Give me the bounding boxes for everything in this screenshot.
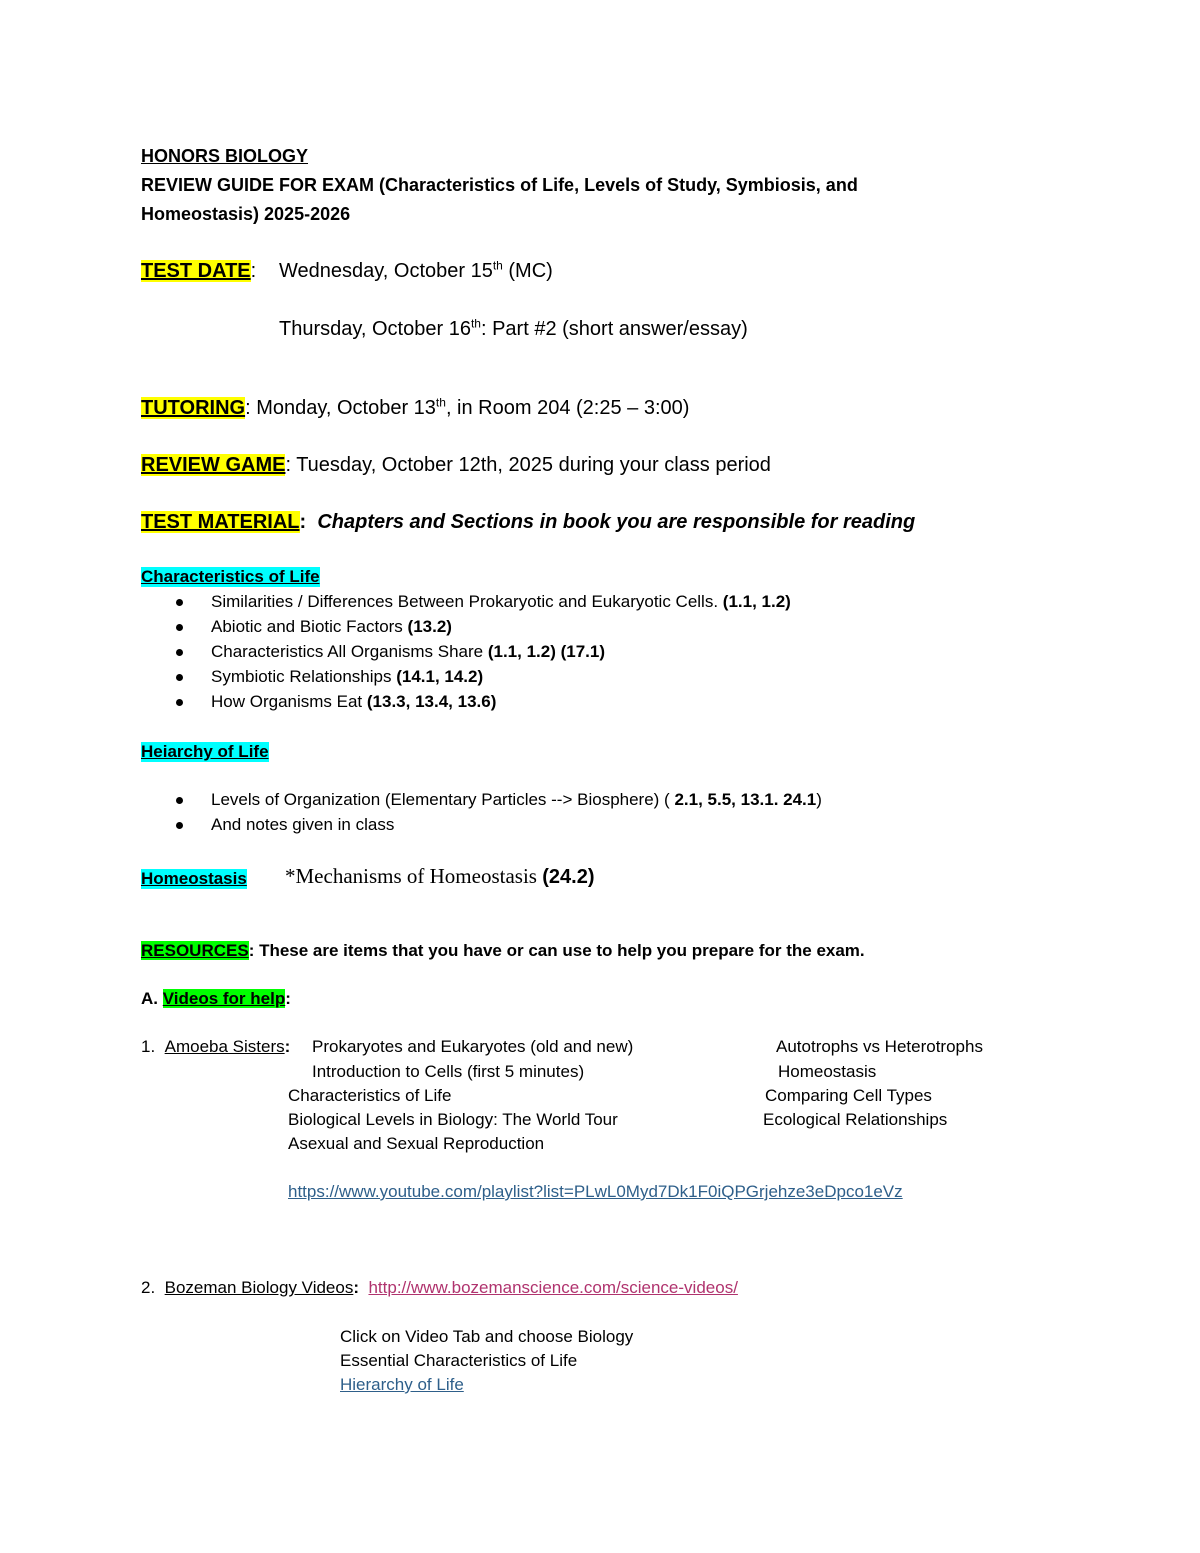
course-title: HONORS BIOLOGY [141,146,309,166]
amoeba-sep: : [284,1037,291,1056]
test-date-label-row [141,260,256,283]
videos-label: Videos for help [162,989,286,1008]
test-date-day2-text: Thursday, October 16 [279,318,471,340]
homeostasis-heading: Homeostasis [141,869,247,888]
tutoring-text: : Monday, October 13 [245,397,436,419]
list-item [211,592,791,612]
review-game-text: : Tuesday, October 12th, 2025 during your class period [285,454,771,476]
videos-prefix: A. [141,989,163,1008]
tutoring-post: , in Room 204 (2:25 – 3:00) [445,397,690,419]
homeostasis-row [285,864,594,889]
tutoring-label: TUTORING [141,397,246,419]
resources-row [141,941,865,961]
review-guide-title-line2: Homeostasis) 2025-2026 [141,204,351,224]
amoeba-video-item: Asexual and Sexual Reproduction [288,1134,545,1153]
characteristics-heading: Characteristics of Life [141,567,320,586]
hierarchy-heading: Heiarchy of Life [141,742,269,761]
list-item [211,642,605,662]
list-item-text: Abiotic and Biotic Factors [211,617,408,636]
bozeman-number: 2. [141,1278,156,1297]
bullet-icon [176,674,183,681]
list-item-ref: (13.2) [407,617,452,636]
test-date-day1 [279,260,553,283]
test-material-label: TEST MATERIAL [141,511,300,533]
bozeman-row [141,1278,738,1298]
review-game-label: REVIEW GAME [141,454,286,476]
bullet-icon [176,649,183,656]
review-guide-title-line1: REVIEW GUIDE FOR EXAM (Characteristics of Life, Levels of Study, Symbiosis, and [141,175,858,195]
amoeba-video-item: Ecological Relationships [763,1110,948,1129]
list-item [211,692,496,712]
bullet-icon [176,599,183,606]
amoeba-number: 1. [141,1037,156,1056]
test-date-sep: : [250,260,257,282]
homeostasis-text: *Mechanisms of Homeostasis [285,864,543,888]
list-item-ref: (1.1, 1.2) (17.1) [487,642,605,661]
list-item [211,617,452,637]
amoeba-video-item: Characteristics of Life [288,1086,452,1105]
bozeman-line: Essential Characteristics of Life [340,1351,578,1370]
list-item-ref: 2.1, 5.5, 13.1. 24.1 [674,790,817,809]
amoeba-video-item: Prokaryotes and Eukaryotes (old and new) [312,1037,634,1056]
review-game-row [141,454,771,477]
bozeman-label: Bozeman Biology Videos [164,1278,354,1297]
test-date-day2-sup: th [470,316,481,331]
bozeman-sep: : [353,1278,360,1297]
amoeba-row [141,1037,290,1057]
list-item [211,815,394,835]
amoeba-video-item: Homeostasis [778,1062,877,1081]
list-item-text: And notes given in class [211,815,395,834]
hierarchy-of-life-link[interactable]: Hierarchy of Life [340,1375,464,1394]
resources-text: : These are items that you have or can use to help you prepare for the exam. [248,941,865,960]
bullet-icon [176,797,183,804]
list-item-ref: (13.3, 13.4, 13.6) [366,692,497,711]
list-item-text: How Organisms Eat [211,692,367,711]
videos-sep: : [285,989,291,1008]
list-item-text: Similarities / Differences Between Prokaryotic and Eukaryotic Cells. [211,592,723,611]
bozeman-line: Click on Video Tab and choose Biology [340,1327,634,1346]
list-item-text: Symbiotic Relationships [211,667,397,686]
amoeba-playlist-link[interactable]: https://www.youtube.com/playlist?list=PLwL0Myd7Dk1F0iQPGrjehze3eDpco1eVz [288,1182,903,1201]
list-item-ref: (1.1, 1.2) [722,592,791,611]
test-date-day2-post: : Part #2 (short answer/essay) [480,318,748,340]
amoeba-video-item: Introduction to Cells (first 5 minutes) [312,1062,585,1081]
test-date-day1-sup: th [492,258,503,273]
test-material-row [141,511,915,534]
bullet-icon [176,822,183,829]
list-item-text: Levels of Organization (Elementary Particles --> Biosphere) ( [211,790,675,809]
list-item-text: Characteristics All Organisms Share [211,642,488,661]
amoeba-label: Amoeba Sisters [164,1037,285,1056]
resources-label: RESOURCES [141,941,249,960]
amoeba-video-item: Biological Levels in Biology: The World Tour [288,1110,618,1129]
test-date-day1-text: Wednesday, October 15 [279,260,493,282]
homeostasis-ref: (24.2) [542,866,595,888]
test-date-label: TEST DATE [141,260,251,282]
bullet-icon [176,624,183,631]
list-item [211,790,822,810]
list-item [211,667,483,687]
list-item-tail: ) [816,790,822,809]
tutoring-sup: th [435,395,446,410]
test-date-day2 [279,318,748,341]
bozeman-link[interactable]: http://www.bozemanscience.com/science-videos/ [368,1278,738,1297]
bullet-icon [176,699,183,706]
test-date-day1-post: (MC) [502,260,553,282]
amoeba-video-item: Comparing Cell Types [765,1086,932,1105]
amoeba-video-item: Autotrophs vs Heterotrophs [776,1037,983,1056]
videos-row [141,989,291,1009]
test-material-sep: : [299,511,307,533]
tutoring-row [141,397,689,420]
test-material-text: Chapters and Sections in book you are responsible for reading [317,511,916,533]
list-item-ref: (14.1, 14.2) [396,667,484,686]
